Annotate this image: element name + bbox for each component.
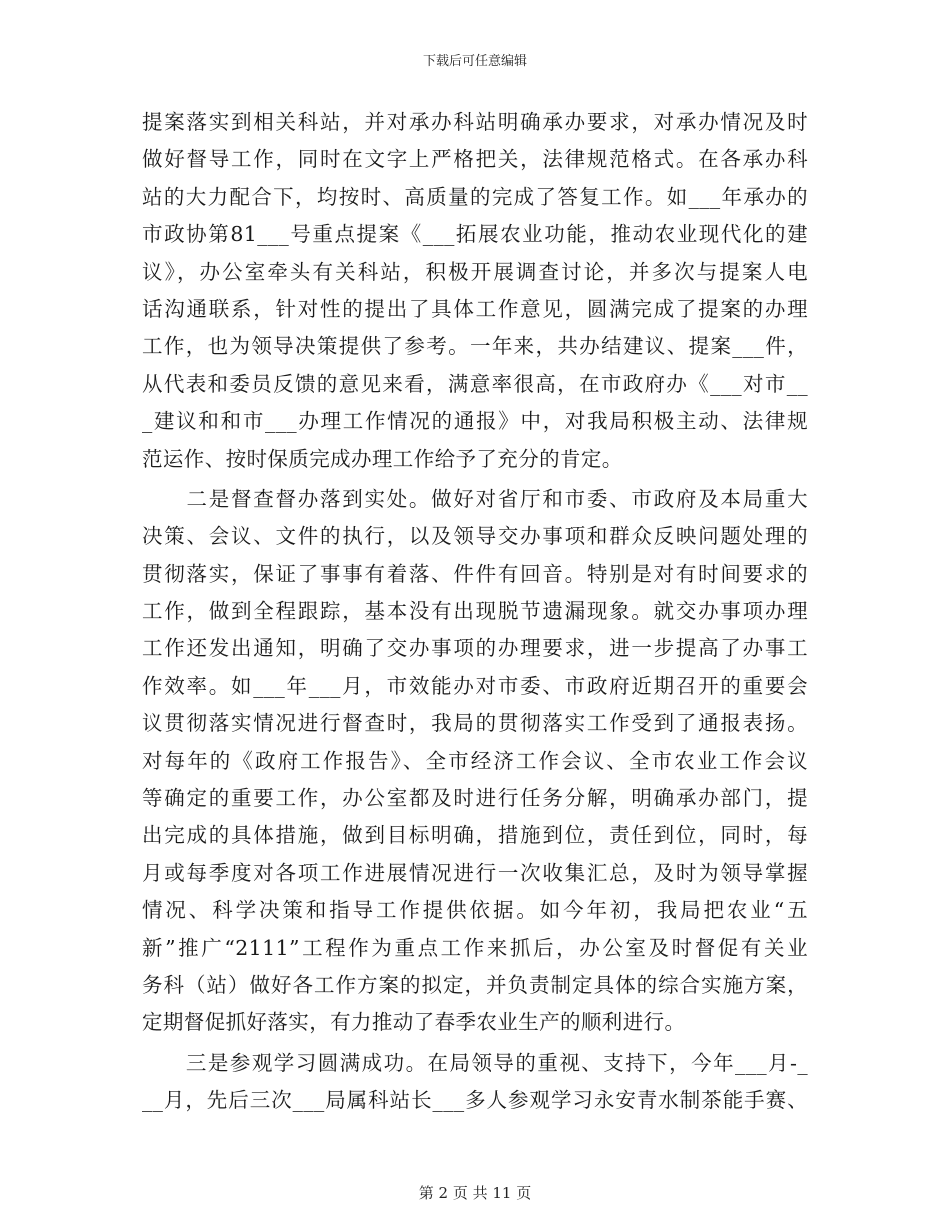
text-line: 市政协第81___号重点提案《___拓展农业功能，推动农业现代化的建 bbox=[142, 222, 808, 247]
text-line: 话沟通联系，针对性的提出了具体工作意见，圆满完成了提案的办理 bbox=[142, 296, 808, 321]
text-line: 议贯彻落实情况进行督查时，我局的贯彻落实工作受到了通报表扬。 bbox=[142, 711, 808, 736]
text-line: _建议和和市___办理工作情况的通报》中，对我局积极主动、法律规 bbox=[142, 409, 808, 434]
text-line: __月，先后三次___局属科站长___多人参观学习永安青水制茶能手赛、 bbox=[142, 1088, 808, 1113]
text-line: 站的大力配合下，均按时、高质量的完成了答复工作。如___年承办的 bbox=[142, 184, 808, 209]
text-line: 月或每季度对各项工作进展情况进行一次收集汇总，及时为领导掌握 bbox=[142, 860, 808, 885]
text-line: 范运作、按时保质完成办理工作给予了充分的肯定。 bbox=[142, 446, 623, 471]
text-line: 工作还发出通知，明确了交办事项的办理要求，进一步提高了办事工 bbox=[142, 636, 808, 661]
page-number-footer: 第 2 页 共 11 页 bbox=[418, 1184, 532, 1202]
text-line: 新”推广“2111”工程作为重点工作来抓后，办公室及时督促有关业 bbox=[142, 935, 808, 960]
text-line: 贯彻落实，保证了事事有着落、件件有回音。特别是对有时间要求的 bbox=[142, 561, 808, 586]
text-line: 议》，办公室牵头有关科站，积极开展调查讨论，并多次与提案人电 bbox=[142, 259, 808, 284]
paragraph bbox=[142, 1045, 808, 1120]
text-line: 做好督导工作，同时在文字上严格把关，法律规范格式。在各承办科 bbox=[142, 147, 808, 172]
text-line: 务科（站）做好各工作方案的拟定，并负责制定具体的综合实施方案， bbox=[142, 972, 808, 997]
text-line: 对每年的《政府工作报告》、全市经济工作会议、全市农业工作会议 bbox=[142, 748, 808, 773]
text-line: 情况、科学决策和指导工作提供依据。如今年初，我局把农业“五 bbox=[142, 898, 808, 923]
paragraph bbox=[142, 104, 808, 478]
text-line: 出完成的具体措施，做到目标明确，措施到位，责任到位，同时，每 bbox=[142, 823, 808, 848]
text-line: 工作，做到全程跟踪，基本没有出现脱节遗漏现象。就交办事项办理 bbox=[142, 599, 808, 624]
document-body bbox=[142, 104, 808, 1120]
text-line: 二是督查督办落到实处。做好对省厅和市委、市政府及本局重大 bbox=[142, 486, 808, 511]
text-line: 决策、会议、文件的执行，以及领导交办事项和群众反映问题处理的 bbox=[142, 524, 808, 549]
text-line: 工作，也为领导决策提供了参考。一年来，共办结建议、提案___件， bbox=[142, 334, 808, 359]
text-line: 等确定的重要工作，办公室都及时进行任务分解，明确承办部门，提 bbox=[142, 786, 808, 811]
page-header-note: 下载后可任意编辑 bbox=[422, 54, 527, 69]
text-line: 提案落实到相关科站，并对承办科站明确承办要求，对承办情况及时 bbox=[142, 110, 808, 134]
text-line: 定期督促抓好落实，有力推动了春季农业生产的顺利进行。 bbox=[142, 1010, 686, 1035]
text-line: 三是参观学习圆满成功。在局领导的重视、支持下，今年___月-_ bbox=[142, 1050, 808, 1075]
paragraph bbox=[142, 481, 808, 1042]
text-line: 作效率。如___年___月，市效能办对市委、市政府近期召开的重要会 bbox=[142, 673, 808, 698]
text-line: 从代表和委员反馈的意见来看，满意率很高，在市政府办《___对市__ bbox=[142, 371, 808, 396]
